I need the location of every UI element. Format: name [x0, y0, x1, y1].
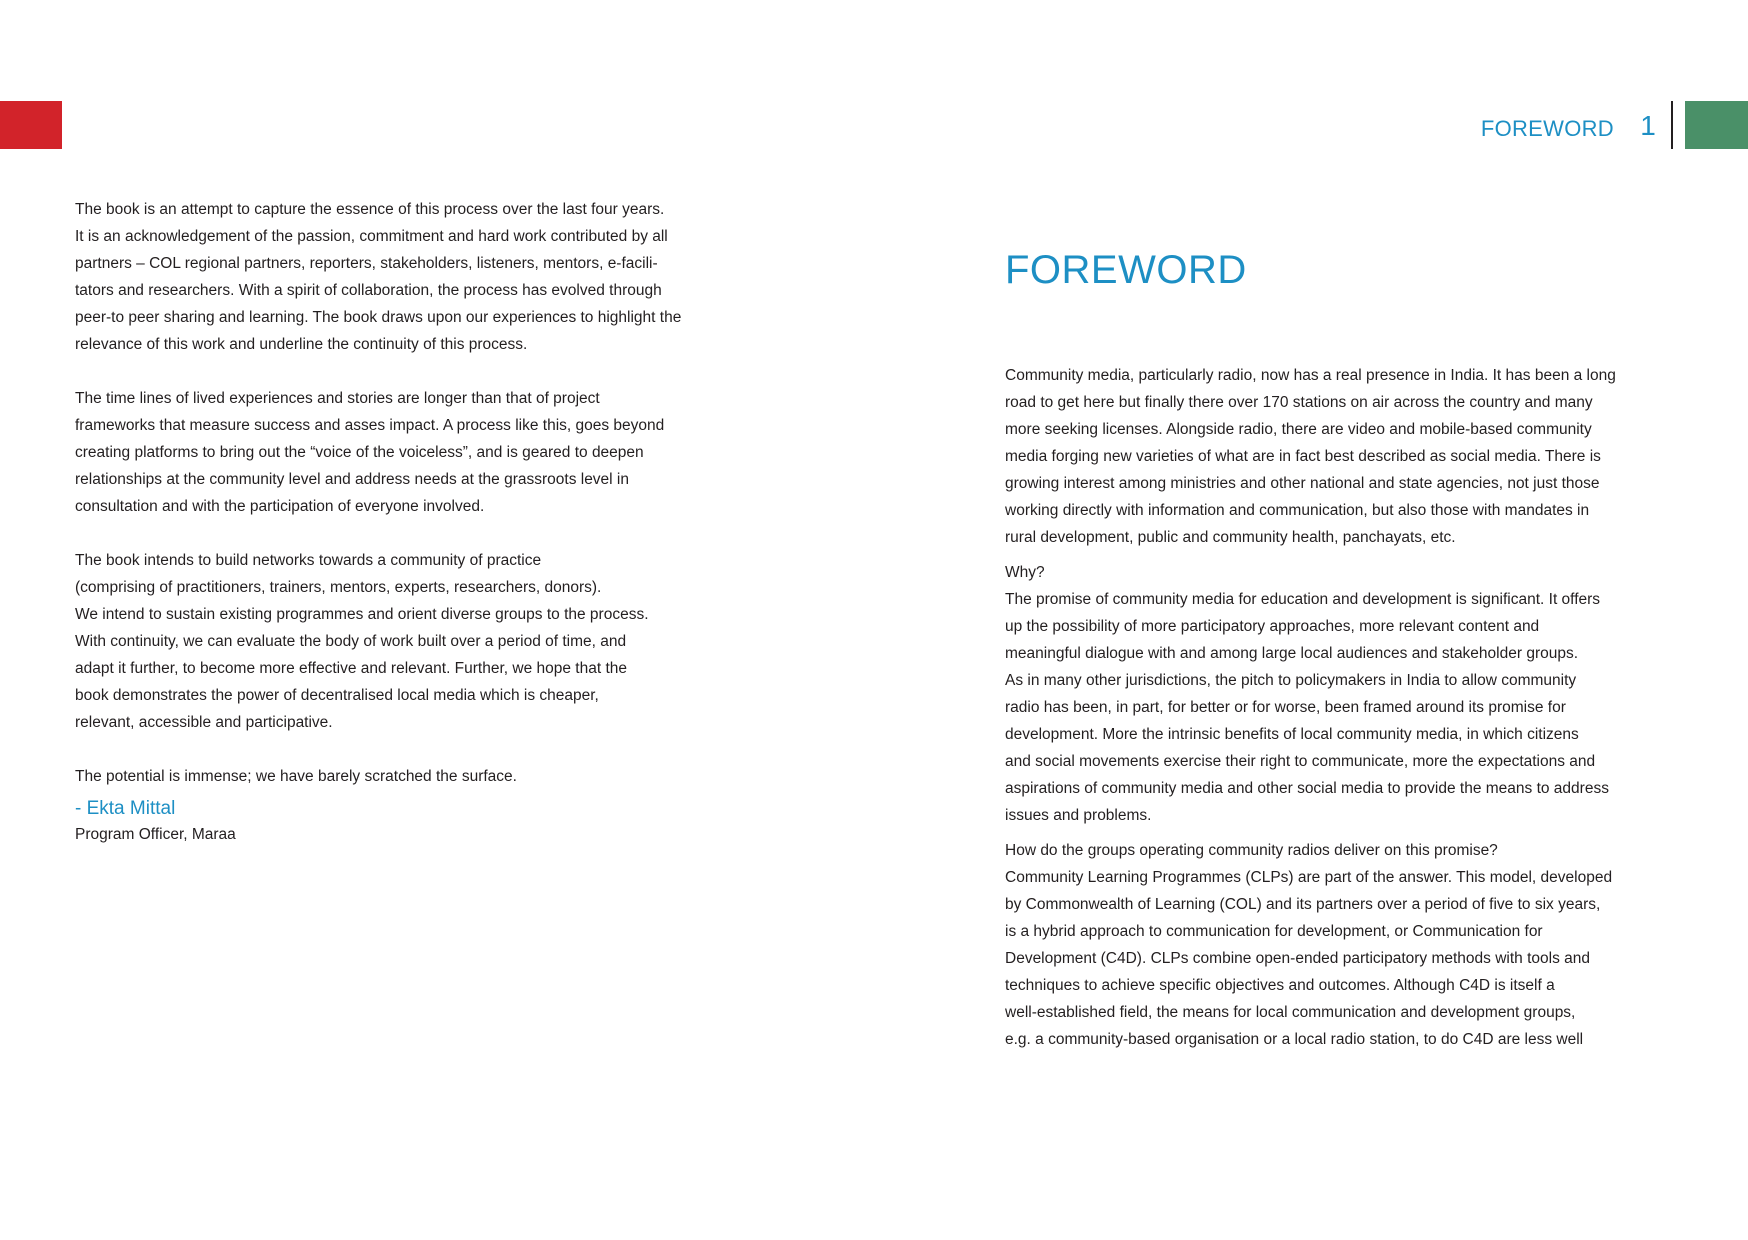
right-page-body	[1005, 246, 1645, 1061]
left-paragraph: The potential is immense; we have barely scratched the surface.	[75, 768, 517, 785]
red-corner-tab	[0, 101, 62, 149]
header-divider	[1671, 101, 1673, 149]
right-paragraph: How do the groups operating community radios deliver on this promise? Community Learning Programmes (CLPs) are part of the answer. This model, developed by Commonwealth of Learning (COL) and its partners over a period of five to six years, is a hybrid approach to communication for development, or Communication for Development (C4D). CLPs combine open-ended participatory methods with tools and techniques to achieve specific objectives and outcomes. Although C4D is itself a well-established field, the means for local communication and development groups, e.g. a community-based organisation or a local radio station, to do C4D are less well	[1005, 842, 1613, 1048]
signature-name: - Ekta Mittal	[75, 798, 176, 819]
page-title: FOREWORD	[1005, 248, 1247, 292]
left-paragraph: The book intends to build networks towards a community of practice (comprising of practitioners, trainers, mentors, experts, researchers, donors). We intend to sustain existing programmes and orient diverse groups to the process. With continuity, we can evaluate the body of work built over a period of time, and adapt it further, to become more effective and relevant. Further, we hope that the book demonstrates the power of decentralised local media which is cheaper, relevant, accessible and participative.	[75, 552, 649, 731]
green-corner-tab	[1685, 101, 1748, 149]
left-page-body	[75, 196, 715, 848]
left-paragraph: The time lines of lived experiences and stories are longer than that of project frameworks that measure success and asses impact. A process like this, goes beyond creating platforms to bring out the “voice of the voiceless”, and is geared to deepen relationships at the community level and address needs at the grassroots level in consultation and with the participation of everyone involved.	[75, 390, 665, 515]
left-paragraph: The book is an attempt to capture the essence of this process over the last four years. It is an acknowledgement of the passion, commitment and hard work contributed by all partners – COL regional partners, reporters, stakeholders, listeners, mentors, e-facili- tators and researchers. With a spirit of collaboration, the process has evolved through peer-to peer sharing and learning. The book draws upon our experiences to highlight the relevance of this work and underline the continuity of this process.	[75, 201, 682, 353]
right-paragraph: Community media, particularly radio, now has a real presence in India. It has been a long road to get here but finally there over 170 stations on air across the country and many more seeking licenses. Alongside radio, there are video and mobile-based community media forging new varieties of what are in fact best described as social media. There is growing interest among ministries and other national and state agencies, not just those working directly with information and communication, but also those with mandates in rural development, public and community health, panchayats, etc.	[1005, 367, 1616, 546]
running-header-title: FOREWORD	[1480, 116, 1614, 141]
page-number: 1	[1640, 110, 1656, 141]
right-paragraph: Why? The promise of community media for education and development is significant. It offers up the possibility of more participatory approaches, more relevant content and meaningful dialogue with and among large local audiences and stakeholder groups. As in many other jurisdictions, the pitch to policymakers in India to allow community radio has been, in part, for better or for worse, been framed around its promise for development. More the intrinsic benefits of local community media, in which citizens and social movements exercise their right to communicate, more the expectations and aspirations of community media and other social media to provide the means to address issues and problems.	[1005, 564, 1609, 824]
signature-role: Program Officer, Maraa	[75, 826, 236, 843]
